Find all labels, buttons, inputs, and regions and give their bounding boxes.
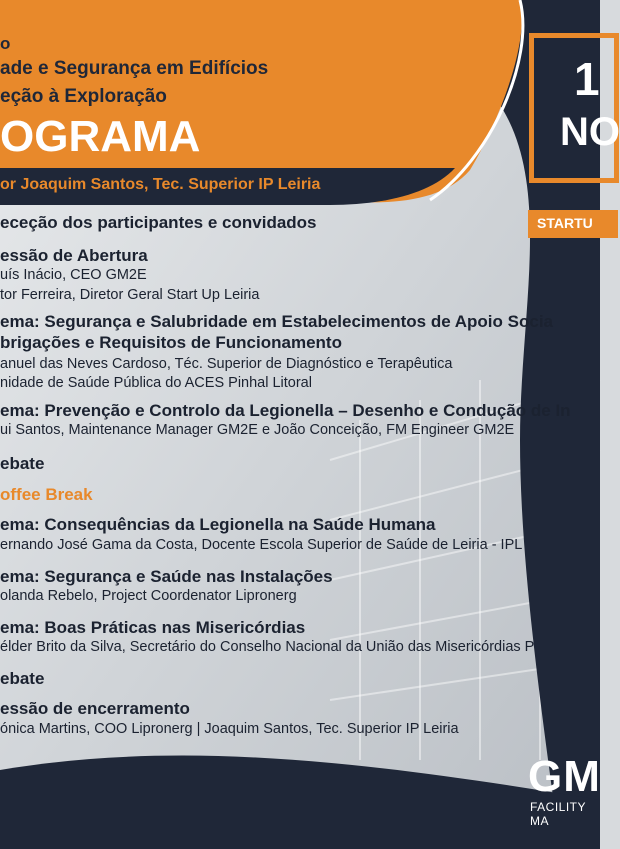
program-item-title: ebate xyxy=(0,669,45,688)
program-item-speaker: élder Brito da Silva, Secretário do Conselho Nacional da União das Misericórdias P xyxy=(0,639,535,655)
date-day: 1 xyxy=(574,53,600,105)
program-item-speaker: ui Santos, Maintenance Manager GM2E e João Conceição, FM Engineer GM2E xyxy=(0,422,515,438)
program-item-speaker: anuel das Neves Cardoso, Téc. Superior de Diagnóstico e Terapêutica xyxy=(0,356,453,372)
page-title: OGRAMA xyxy=(0,112,201,161)
header-line-1: ade e Segurança em Edifícios xyxy=(0,58,269,79)
program-item-speaker: tor Ferreira, Diretor Geral Start Up Leiria xyxy=(0,287,260,303)
program-item-speaker: uís Inácio, CEO GM2E xyxy=(0,267,147,283)
program-item-title: ebate xyxy=(0,454,45,473)
program-item-speaker: ónica Martins, COO Lipronerg | Joaquim Santos, Tec. Superior IP Leiria xyxy=(0,721,459,737)
program-item-speaker: olanda Rebelo, Project Coordenator Lipronerg xyxy=(0,588,297,604)
program-item-title: essão de Abertura xyxy=(0,246,148,265)
header-line-2: eção à Exploração xyxy=(0,86,167,107)
program-item-title: essão de encerramento xyxy=(0,699,190,718)
date-month: NO xyxy=(560,110,620,154)
header-fragment: o xyxy=(0,34,11,53)
program-item-speaker: ernando José Gama da Costa, Docente Escola Superior de Saúde de Leiria - IPL xyxy=(0,537,523,553)
program-item-title: ema: Prevenção e Controlo da Legionella – Desenho e Condução de In xyxy=(0,401,571,420)
program-item-title: ema: Boas Práticas nas Misericórdias xyxy=(0,618,306,637)
program-item-title: ema: Segurança e Salubridade em Estabelecimentos de Apoio Socia xyxy=(0,312,553,331)
program-item-title: ema: Consequências da Legionella na Saúde Humana xyxy=(0,515,436,534)
program-item-speaker: nidade de Saúde Pública do ACES Pinhal Litoral xyxy=(0,375,312,391)
logo-tagline: FACILITY MA xyxy=(530,800,586,828)
venue-tag-label: STARTU xyxy=(537,215,593,231)
coffee-break: offee Break xyxy=(0,485,93,504)
program-item-title: ema: Segurança e Saúde nas Instalações xyxy=(0,567,333,586)
program-item-title: eceção dos participantes e convidados xyxy=(0,213,317,232)
program-item-title-cont: brigações e Requisitos de Funcionamento xyxy=(0,333,342,352)
moderator: or Joaquim Santos, Tec. Superior IP Leiria xyxy=(0,176,321,193)
gm2e-logo: GM xyxy=(528,752,601,801)
